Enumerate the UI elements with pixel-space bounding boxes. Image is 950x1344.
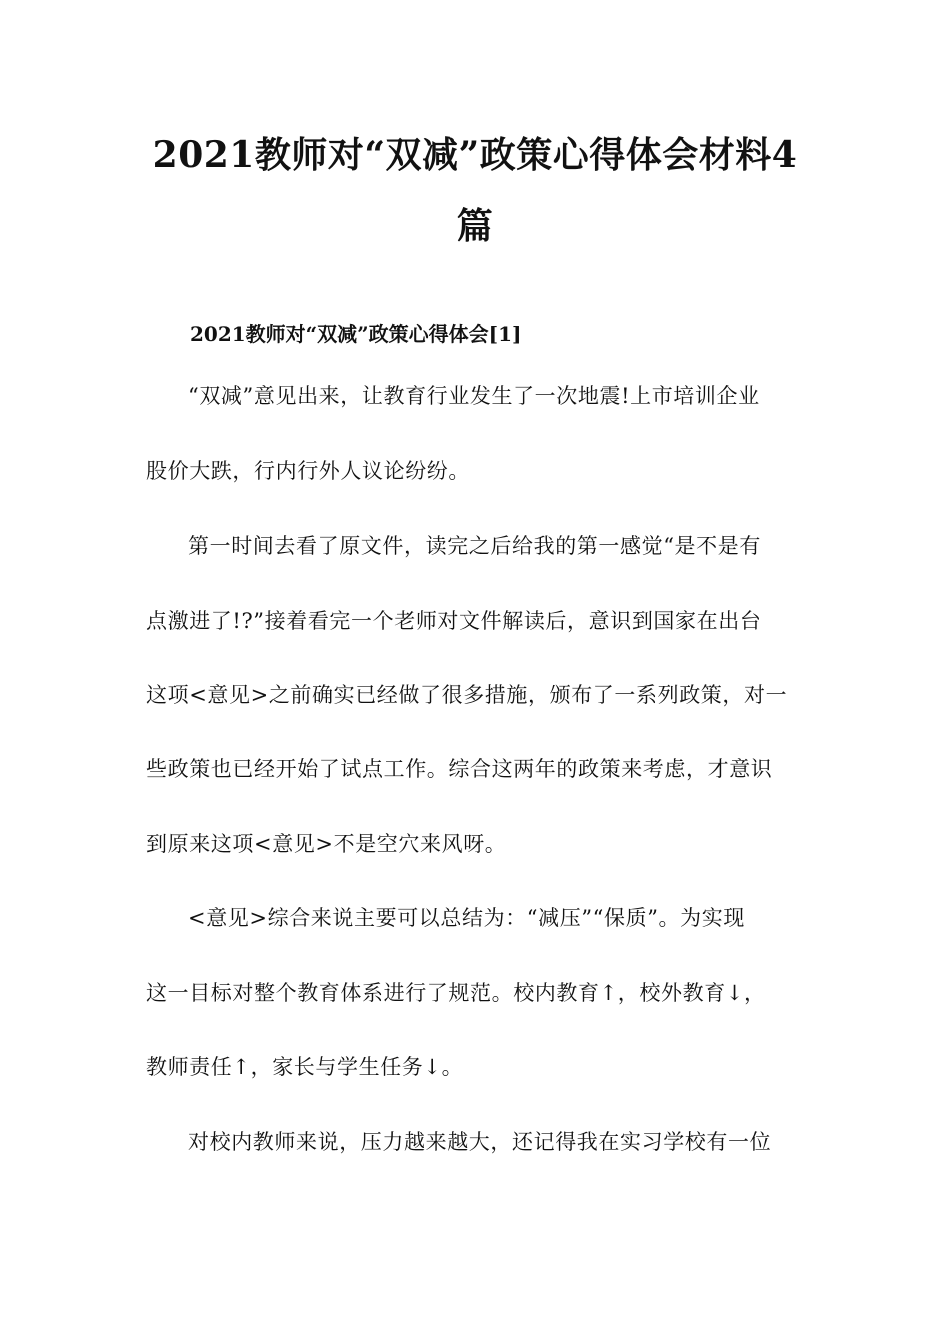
document-title-line-2: 篇 bbox=[456, 205, 494, 247]
paragraph-2-line-1: 第一时间去看了原文件，读完之后给我的第一感觉“是不是有 bbox=[188, 534, 761, 558]
paragraph-2-line-2: 点激进了!?”接着看完一个老师对文件解读后，意识到国家在出台 bbox=[146, 609, 762, 633]
paragraph-3-line-3: 教师责任↑，家长与学生任务↓。 bbox=[146, 1055, 464, 1079]
section-heading: 2021教师对“双减”政策心得体会[1] bbox=[190, 322, 522, 346]
paragraph-1-line-1: “双减”意见出来，让教育行业发生了一次地震!上市培训企业 bbox=[188, 384, 760, 408]
paragraph-3-line-1: <意见>综合来说主要可以总结为：“减压”“保质”。为实现 bbox=[188, 906, 745, 930]
paragraph-3-line-2: 这一目标对整个教育体系进行了规范。校内教育↑，校外教育↓， bbox=[146, 981, 766, 1005]
document-title-line-1: 2021教师对“双减”政策心得体会材料4 bbox=[152, 134, 798, 176]
paragraph-2-line-3: 这项<意见>之前确实已经做了很多措施，颁布了一系列政策，对一 bbox=[146, 683, 788, 707]
paragraph-2-line-5: 到原来这项<意见>不是空穴来风呀。 bbox=[146, 832, 507, 856]
paragraph-4-line-1: 对校内教师来说，压力越来越大，还记得我在实习学校有一位 bbox=[188, 1130, 772, 1154]
paragraph-1-line-2: 股价大跌，行内行外人议论纷纷。 bbox=[146, 459, 470, 483]
paragraph-2-line-4: 些政策也已经开始了试点工作。综合这两年的政策来考虑，才意识 bbox=[146, 757, 773, 781]
